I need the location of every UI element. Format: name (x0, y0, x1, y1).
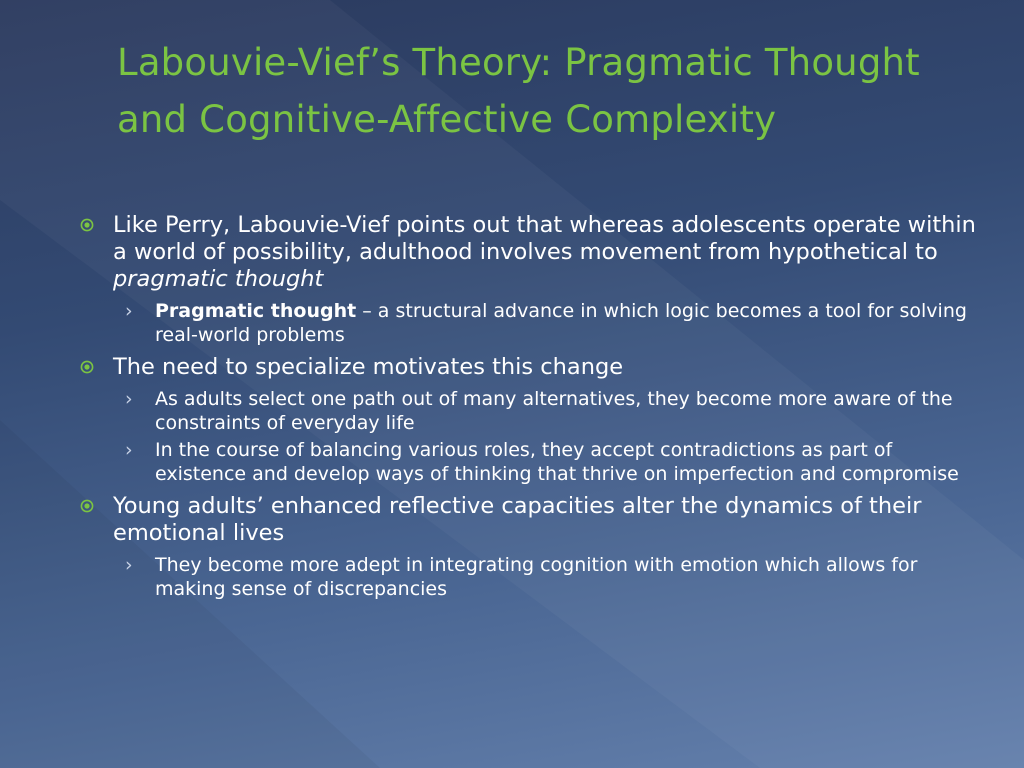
bullet-emphasis: pragmatic thought (113, 266, 324, 292)
sub-bullet-text: They become more adept in integrating cognition with emotion which allows for making sense of discrepancies (155, 554, 918, 600)
bullet-item (80, 212, 980, 293)
bullet-text: The need to specialize motivates this change (113, 354, 624, 380)
slide-body (80, 212, 980, 604)
bullet-item (80, 354, 980, 381)
circle-dot-icon (80, 360, 94, 374)
sub-bullet-text: In the course of balancing various roles, they accept contradictions as part of existence and develop ways of thinking that thrive on imperfection and compromise (155, 439, 959, 485)
bullet-text: Young adults’ enhanced reflective capacities alter the dynamics of their emotional lives (113, 493, 922, 546)
sub-bullet-item (80, 387, 980, 435)
circle-dot-icon (80, 499, 94, 513)
circle-dot-icon (80, 218, 94, 232)
sub-bullet-item (80, 553, 980, 601)
sub-bullet-item (80, 299, 980, 347)
sub-bullet-term: Pragmatic thought (155, 300, 357, 322)
sub-bullet-text: – a structural advance in which logic becomes a tool for solving real-world problems (155, 300, 967, 346)
chevron-right-icon: › (125, 439, 133, 461)
chevron-right-icon: › (125, 554, 133, 576)
slide-title: Labouvie-Vief’s Theory: Pragmatic Thought and Cognitive-Affective Complexity (117, 41, 920, 141)
bullet-item (80, 493, 980, 547)
chevron-right-icon: › (125, 388, 133, 410)
bullet-text: Like Perry, Labouvie-Vief points out that whereas adolescents operate within a world of possibility, adulthood involves movement from hypothetical to (113, 212, 976, 265)
sub-bullet-text: As adults select one path out of many alternatives, they become more aware of the constraints of everyday life (155, 388, 953, 434)
sub-bullet-item (80, 438, 980, 486)
chevron-right-icon: › (125, 300, 133, 322)
